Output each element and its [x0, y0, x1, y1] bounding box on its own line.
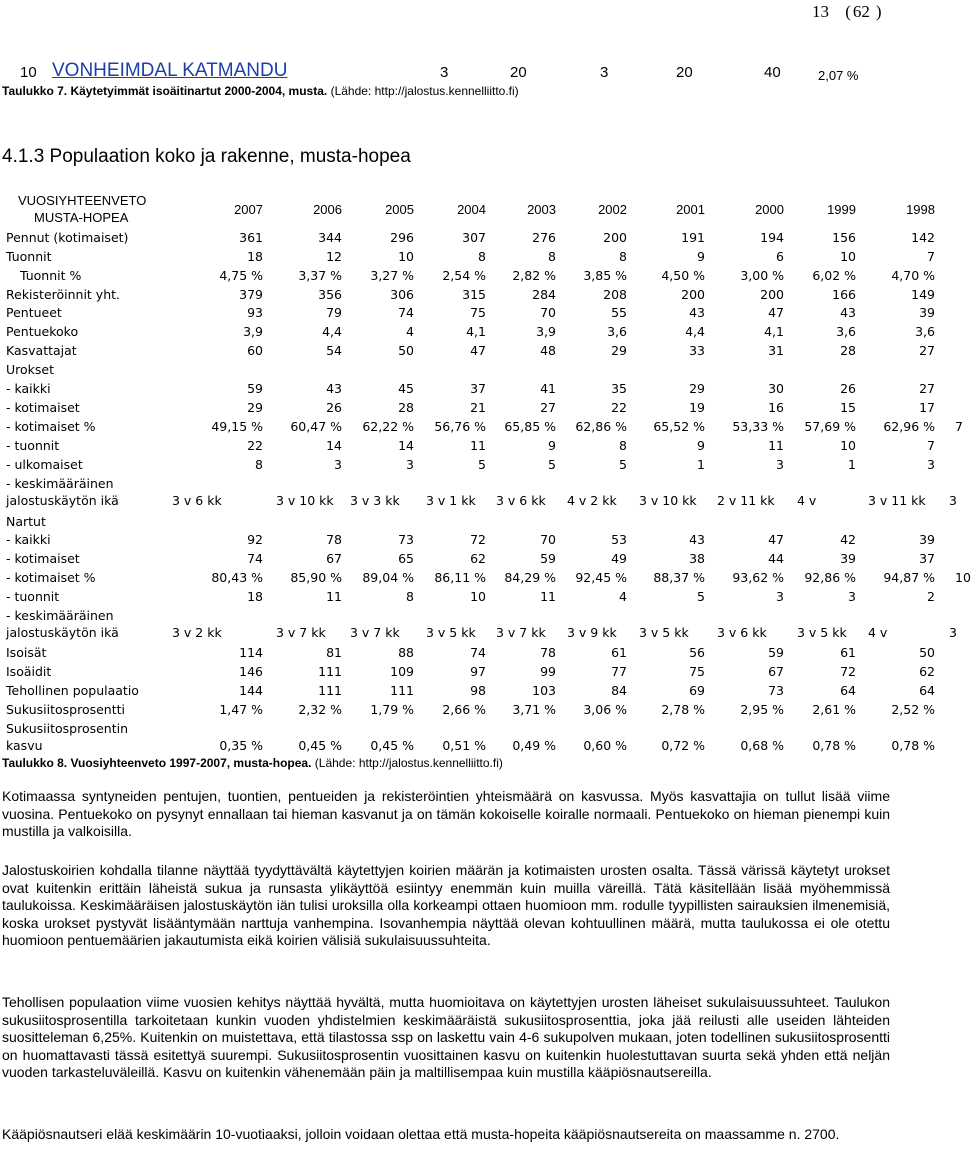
table-cell: 62 — [470, 551, 486, 566]
row-label: - tuonnit — [6, 438, 60, 453]
table-cell: 344 — [318, 230, 342, 245]
table-cell: 3 v 5 kk — [639, 625, 689, 640]
caption-bold: Taulukko 7. Käytetyimmät isoäitinartut 2000-2004, musta. — [2, 84, 328, 98]
table-cell: 37 — [919, 551, 935, 566]
table-cell: 4,4 — [322, 324, 342, 339]
table-cell: 3 v 5 kk — [797, 625, 847, 640]
table-cell: 41 — [540, 381, 556, 396]
paragraph: Jalostuskoirien kohdalla tilanne näyttää tyydyttävältä käytettyjen koirien määrän ja kotimaisten urosten osalta. Tässä värissä käytetyt urokset ovat kuitenkin erittäin läheistä sukua ja runsasta ylikäyttöä esiintyy enemmän kuin muilla väreillä. Tätä käsitellään lisää myöhemmissä taulukoissa. Keskimääräisen jalostuskäytön iän tulisi uroksilla olla korkeampi ottaen huomioon mm. rodulle tyypillisten sairauksien ilmenemisiä, koska urokset pystyvät lisääntymään narttuja vanhempina. Isovanhempia näyttää olevan kohtuullinen määrä, mutta taulukossa ei ole otettu huomioon pentuemäärien jakautumista eikä koirien välisiä sukulaisuussuhteita. — [2, 862, 890, 948]
table-cell: 3 v 7 kk — [276, 625, 326, 640]
paren-open: ( — [845, 2, 851, 21]
table-cell: 208 — [603, 287, 627, 302]
table-cell: 33 — [689, 343, 705, 358]
row-label: - kotimaiset % — [6, 570, 96, 585]
row-label: Isoisät — [6, 645, 47, 660]
table-cell: 200 — [681, 287, 705, 302]
table-cell: 85,90 % — [290, 570, 342, 585]
prev-table-value: 3 — [440, 64, 449, 81]
table-cell: 11 — [326, 589, 342, 604]
row-label: Tuonnit % — [20, 268, 82, 283]
table-cell: 77 — [611, 664, 627, 679]
table-cell: 97 — [470, 664, 486, 679]
table-cell: 3,6 — [915, 324, 935, 339]
table-cell: 11 — [768, 438, 784, 453]
table-cell: 61 — [840, 645, 856, 660]
row-label: Isoäidit — [6, 664, 52, 679]
table-cell: 37 — [470, 381, 486, 396]
table-cell: 43 — [689, 305, 705, 320]
paragraph: Tehollisen populaation viime vuosien kehitys näyttää hyvältä, mutta huomioitava on käytettyjen urosten läheiset sukulaisuussuhteet. Taulukon sukusiitosprosentilla tarkoitetaan kunkin vuoden yhdistelmien keskimääräistä sukusiitosprosenttia, joka jää reilusti alle useiden lähteiden suositteleman 6,25%. Kuitenkin on muistettava, että tilastossa ssp on laskettu vain 4-6 sukupolven mukaan, joten todellinen sukusiitosprosentti on huomattavasti tässä esitettyä suurempi. Sukusiitosprosentin vuosittainen kasvu on kuitenkin huolestuttavan suurta sekä yhden että neljän vuoden tarkasteluväleillä. Kasvu on kuitenkin vähenemään päin ja maltillisempaa kuin mustilla kääpiösnautsereilla. — [2, 994, 890, 1080]
year-header: 2004 — [457, 202, 486, 217]
caption-source: (Lähde: http://jalostus.kennelliitto.fi) — [327, 84, 519, 98]
row-label: - keskimääräinen — [6, 608, 114, 623]
table-cell: 306 — [390, 287, 414, 302]
table-cell: 59 — [247, 381, 263, 396]
table-cell: 2,66 % — [442, 702, 486, 717]
table-cell: 56 — [689, 645, 705, 660]
table-cell: 30 — [768, 381, 784, 396]
table-cell: 3,06 % — [583, 702, 627, 717]
table-cell: 93,62 % — [732, 570, 784, 585]
table-cell: 86,11 % — [434, 570, 486, 585]
table-cell: 69 — [689, 683, 705, 698]
table-cell: 61 — [611, 645, 627, 660]
table-cell: 5 — [548, 457, 556, 472]
table-cell: 43 — [840, 305, 856, 320]
table-cell: 72 — [470, 532, 486, 547]
table-cell: 7 — [927, 249, 935, 264]
table-cell: 9 — [548, 438, 556, 453]
table-cell: 65,85 % — [504, 419, 556, 434]
table-cell: 0,51 % — [442, 738, 486, 753]
table-cell: 31 — [768, 343, 784, 358]
table-cell: 84,29 % — [504, 570, 556, 585]
table-cell: 62,96 % — [883, 419, 935, 434]
table-cell: 166 — [832, 287, 856, 302]
table-cell: 14 — [326, 438, 342, 453]
table-cell: 65,52 % — [653, 419, 705, 434]
table-cell: 276 — [532, 230, 556, 245]
row-label: jalostuskäytön ikä — [6, 493, 119, 508]
row-label: Sukusiitosprosentti — [6, 702, 126, 717]
row-label: Urokset — [6, 362, 55, 377]
table-cell: 284 — [532, 287, 556, 302]
table-cell: 64 — [840, 683, 856, 698]
table-cell: 3 v 10 kk — [639, 493, 697, 508]
table-cell: 5 — [478, 457, 486, 472]
table-cell: 29 — [689, 381, 705, 396]
table-cell: 2,52 % — [891, 702, 935, 717]
table-cell: 379 — [239, 287, 263, 302]
table-cell: 39 — [919, 532, 935, 547]
table-cell: 3,71 % — [512, 702, 556, 717]
table-cell: 18 — [247, 249, 263, 264]
table-cell: 2,78 % — [661, 702, 705, 717]
table-cell: 8 — [406, 589, 414, 604]
table-cell: 2 v 11 kk — [717, 493, 775, 508]
row-label: jalostuskäytön ikä — [6, 625, 119, 640]
table-cell: 111 — [318, 683, 342, 698]
table-cell: 296 — [390, 230, 414, 245]
table-cell: 12 — [326, 249, 342, 264]
table-cell: 28 — [398, 400, 414, 415]
table-cell-clipped: 7 — [955, 419, 963, 434]
row-label: - ulkomaiset — [6, 457, 83, 472]
table-cell: 1 — [848, 457, 856, 472]
table-cell: 3,27 % — [370, 268, 414, 283]
table-cell: 0,49 % — [512, 738, 556, 753]
table-cell: 70 — [540, 305, 556, 320]
table-cell: 0,60 % — [583, 738, 627, 753]
year-header: 2003 — [527, 202, 556, 217]
table-cell: 22 — [611, 400, 627, 415]
table-cell: 2,82 % — [512, 268, 556, 283]
table-cell: 75 — [470, 305, 486, 320]
table-cell: 29 — [611, 343, 627, 358]
table-cell: 4 v — [868, 625, 888, 640]
table-cell: 3 v 1 kk — [426, 493, 476, 508]
table-cell: 70 — [540, 532, 556, 547]
table-cell: 55 — [611, 305, 627, 320]
table-cell: 3,9 — [536, 324, 556, 339]
table-cell: 3,6 — [607, 324, 627, 339]
table-cell: 54 — [326, 343, 342, 358]
table-cell: 5 — [697, 589, 705, 604]
table-cell: 74 — [247, 551, 263, 566]
table-cell: 73 — [398, 532, 414, 547]
table-cell: 4,1 — [764, 324, 784, 339]
table-cell: 67 — [768, 664, 784, 679]
table-cell: 47 — [768, 532, 784, 547]
table-cell: 15 — [840, 400, 856, 415]
table-cell: 3,6 — [836, 324, 856, 339]
table-cell: 7 — [927, 438, 935, 453]
table-cell: 4 — [406, 324, 414, 339]
table-cell: 2,54 % — [442, 268, 486, 283]
table-cell: 111 — [390, 683, 414, 698]
table-cell: 200 — [603, 230, 627, 245]
table-cell: 43 — [326, 381, 342, 396]
table-cell: 73 — [768, 683, 784, 698]
table-cell: 3 — [776, 457, 784, 472]
table-cell: 4,50 % — [661, 268, 705, 283]
table-cell: 10 — [398, 249, 414, 264]
table-cell: 3 v 11 kk — [868, 493, 926, 508]
table-cell: 56,76 % — [434, 419, 486, 434]
year-header: 2006 — [313, 202, 342, 217]
table-cell: 65 — [398, 551, 414, 566]
table-cell: 0,72 % — [661, 738, 705, 753]
table-cell: 88,37 % — [653, 570, 705, 585]
table-cell: 5 — [619, 457, 627, 472]
table-cell: 67 — [326, 551, 342, 566]
table-cell: 3 v 9 kk — [567, 625, 617, 640]
table-cell-clipped: 10 — [955, 570, 971, 585]
table-cell: 92,45 % — [575, 570, 627, 585]
row-label: - kotimaiset % — [6, 419, 96, 434]
table-cell: 1,79 % — [370, 702, 414, 717]
table-cell: 81 — [326, 645, 342, 660]
table-cell: 27 — [540, 400, 556, 415]
table-cell: 3 — [334, 457, 342, 472]
table-cell: 3 v 6 kk — [172, 493, 222, 508]
row-label: Nartut — [6, 514, 46, 529]
table-cell: 26 — [840, 381, 856, 396]
year-header: 1998 — [906, 202, 935, 217]
section-heading: 4.1.3 Populaation koko ja rakenne, musta-hopea — [2, 146, 411, 167]
table-cell-clipped: 3 — [949, 625, 957, 640]
table-cell: 75 — [689, 664, 705, 679]
row-label: - kotimaiset — [6, 400, 80, 415]
table-cell: 1,47 % — [219, 702, 263, 717]
table-cell: 2,95 % — [740, 702, 784, 717]
year-header: 2002 — [598, 202, 627, 217]
table-cell: 98 — [470, 683, 486, 698]
table-cell: 59 — [768, 645, 784, 660]
table-cell: 3 v 2 kk — [172, 625, 222, 640]
table-cell: 48 — [540, 343, 556, 358]
table-cell: 6 — [776, 249, 784, 264]
table-cell: 47 — [768, 305, 784, 320]
table-cell: 3,9 — [243, 324, 263, 339]
table-cell: 2,32 % — [298, 702, 342, 717]
table-cell: 44 — [768, 551, 784, 566]
table-cell: 62,86 % — [575, 419, 627, 434]
table-cell: 0,45 % — [370, 738, 414, 753]
table-cell: 3 v 10 kk — [276, 493, 334, 508]
table-cell: 74 — [470, 645, 486, 660]
row-label: - keskimääräinen — [6, 476, 114, 491]
table-cell: 78 — [326, 532, 342, 547]
table-7-caption — [2, 84, 519, 98]
table-cell: 79 — [326, 305, 342, 320]
row-label: - kaikki — [6, 532, 51, 547]
paren-close: ) — [875, 2, 882, 21]
table-cell: 42 — [840, 532, 856, 547]
table-cell: 43 — [689, 532, 705, 547]
table-cell: 89,04 % — [362, 570, 414, 585]
table-cell: 103 — [532, 683, 556, 698]
table-cell: 2 — [927, 589, 935, 604]
table-cell: 29 — [247, 400, 263, 415]
table-cell: 39 — [919, 305, 935, 320]
table-cell: 114 — [239, 645, 263, 660]
table-cell: 361 — [239, 230, 263, 245]
row-label: - kotimaiset — [6, 551, 80, 566]
table-header-label: MUSTA-HOPEA — [34, 210, 129, 225]
table-cell: 84 — [611, 683, 627, 698]
row-label: kasvu — [6, 738, 43, 753]
table-cell: 88 — [398, 645, 414, 660]
table-cell: 8 — [548, 249, 556, 264]
table-cell: 0,68 % — [740, 738, 784, 753]
paragraph: Kotimaassa syntyneiden pentujen, tuontien, pentueiden ja rekisteröintien yhteismäärä on kasvussa. Myös kasvattajia on tullut lisää viime vuosina. Pentuekoko on pysynyt ennallaan tai hieman kasvanut ja on tämän kokoiselle koiralle normaali. Pentuekoko on hieman pienempi kuin mustilla ja valkoisilla. — [2, 788, 890, 839]
table-cell: 11 — [540, 589, 556, 604]
table-cell: 78 — [540, 645, 556, 660]
table-cell: 3,00 % — [740, 268, 784, 283]
table-cell: 3 — [776, 589, 784, 604]
caption-source: (Lähde: http://jalostus.kennelliitto.fi) — [311, 756, 503, 770]
table-cell: 49,15 % — [211, 419, 263, 434]
row-label: Rekisteröinnit yht. — [6, 287, 121, 302]
table-cell: 45 — [398, 381, 414, 396]
table-cell: 0,78 % — [891, 738, 935, 753]
table-cell: 10 — [470, 589, 486, 604]
table-cell: 72 — [840, 664, 856, 679]
year-header: 2001 — [676, 202, 705, 217]
table-cell: 9 — [697, 438, 705, 453]
table-cell: 3 v 6 kk — [496, 493, 546, 508]
table-cell: 3,37 % — [298, 268, 342, 283]
table-cell: 57,69 % — [804, 419, 856, 434]
table-cell: 4 — [619, 589, 627, 604]
table-cell: 47 — [470, 343, 486, 358]
table-cell: 10 — [840, 249, 856, 264]
table-cell: 8 — [478, 249, 486, 264]
table-cell: 3 — [406, 457, 414, 472]
table-cell: 4 v 2 kk — [567, 493, 617, 508]
prev-table-value: 20 — [676, 64, 693, 81]
row-label: Tuonnit — [6, 249, 52, 264]
table-cell: 3 v 5 kk — [426, 625, 476, 640]
row-label: Pennut (kotimaiset) — [6, 230, 129, 245]
year-header: 2007 — [234, 202, 263, 217]
table-cell: 94,87 % — [883, 570, 935, 585]
table-cell: 93 — [247, 305, 263, 320]
prev-table-dog-name[interactable] — [52, 60, 287, 82]
table-cell: 307 — [462, 230, 486, 245]
table-cell: 194 — [760, 230, 784, 245]
row-label: - tuonnit — [6, 589, 60, 604]
table-cell: 10 — [840, 438, 856, 453]
prev-table-rank: 10 — [20, 64, 37, 81]
prev-table-value: 2,07 % — [818, 68, 859, 83]
table-cell: 4 v — [797, 493, 817, 508]
table-cell: 59 — [540, 551, 556, 566]
table-cell: 92,86 % — [804, 570, 856, 585]
table-cell: 2,61 % — [812, 702, 856, 717]
table-cell: 28 — [840, 343, 856, 358]
table-cell: 8 — [619, 249, 627, 264]
page-number — [812, 2, 882, 22]
table-cell: 27 — [919, 343, 935, 358]
table-cell: 356 — [318, 287, 342, 302]
table-cell: 99 — [540, 664, 556, 679]
table-cell: 3 v 7 kk — [496, 625, 546, 640]
table-cell: 144 — [239, 683, 263, 698]
table-cell: 22 — [247, 438, 263, 453]
table-cell: 3 v 3 kk — [350, 493, 400, 508]
table-cell: 3,85 % — [583, 268, 627, 283]
table-cell: 0,78 % — [812, 738, 856, 753]
table-cell: 18 — [247, 589, 263, 604]
dog-name-link[interactable]: VONHEIMDAL KATMANDU — [52, 60, 288, 81]
table-cell: 19 — [689, 400, 705, 415]
table-cell: 8 — [619, 438, 627, 453]
table-cell: 92 — [247, 532, 263, 547]
prev-table-value: 40 — [764, 64, 781, 81]
table-cell: 0,45 % — [298, 738, 342, 753]
table-cell: 4,75 % — [219, 268, 263, 283]
table-cell: 17 — [919, 400, 935, 415]
table-cell: 9 — [697, 249, 705, 264]
paragraph: Kääpiösnautseri elää keskimäärin 10-vuotiaaksi, jolloin voidaan olettaa että musta-hopeita kääpiösnautsereita on maassamme n. 2700. — [2, 1126, 840, 1142]
table-cell: 111 — [318, 664, 342, 679]
year-header: 2000 — [755, 202, 784, 217]
table-cell: 38 — [689, 551, 705, 566]
row-label: Pentueet — [6, 305, 62, 320]
caption-bold: Taulukko 8. Vuosiyhteenveto 1997-2007, musta-hopea. — [2, 756, 312, 770]
table-cell: 142 — [911, 230, 935, 245]
table-cell: 26 — [326, 400, 342, 415]
table-cell: 49 — [611, 551, 627, 566]
table-cell: 0,35 % — [219, 738, 263, 753]
table-cell: 39 — [840, 551, 856, 566]
page-number-total: 62 — [852, 2, 870, 21]
table-cell: 109 — [390, 664, 414, 679]
table-cell: 14 — [398, 438, 414, 453]
table-cell: 146 — [239, 664, 263, 679]
row-label: Kasvattajat — [6, 343, 77, 358]
table-cell: 21 — [470, 400, 486, 415]
prev-table-value: 20 — [510, 64, 527, 81]
row-label: Sukusiitosprosentin — [6, 721, 129, 736]
table-cell: 4,4 — [685, 324, 705, 339]
table-cell: 16 — [768, 400, 784, 415]
table-cell: 53 — [611, 532, 627, 547]
table-cell: 80,43 % — [211, 570, 263, 585]
table-cell: 156 — [832, 230, 856, 245]
table-cell: 64 — [919, 683, 935, 698]
table-cell: 315 — [462, 287, 486, 302]
table-cell: 62,22 % — [362, 419, 414, 434]
table-cell: 50 — [398, 343, 414, 358]
table-cell: 4,70 % — [891, 268, 935, 283]
table-cell-clipped: 3 — [949, 493, 957, 508]
table-cell: 53,33 % — [732, 419, 784, 434]
table-cell: 191 — [681, 230, 705, 245]
table-cell: 35 — [611, 381, 627, 396]
table-cell: 11 — [470, 438, 486, 453]
row-label: Tehollinen populaatio — [6, 683, 139, 698]
table-cell: 60,47 % — [290, 419, 342, 434]
prev-table-value: 3 — [600, 64, 609, 81]
table-cell: 200 — [760, 287, 784, 302]
table-cell: 50 — [919, 645, 935, 660]
table-header-label: VUOSIYHTEENVETO — [18, 193, 147, 208]
table-cell: 60 — [247, 343, 263, 358]
page-number-current: 13 — [812, 2, 829, 21]
table-cell: 74 — [398, 305, 414, 320]
row-label: Pentuekoko — [6, 324, 79, 339]
table-cell: 27 — [919, 381, 935, 396]
table-8-caption — [2, 756, 503, 770]
table-cell: 62 — [919, 664, 935, 679]
table-cell: 1 — [697, 457, 705, 472]
table-cell: 4,1 — [466, 324, 486, 339]
year-header: 2005 — [385, 202, 414, 217]
table-cell: 6,02 % — [812, 268, 856, 283]
table-cell: 3 v 6 kk — [717, 625, 767, 640]
table-cell: 3 v 7 kk — [350, 625, 400, 640]
table-cell: 3 — [927, 457, 935, 472]
table-cell: 3 — [848, 589, 856, 604]
row-label: - kaikki — [6, 381, 51, 396]
table-cell: 8 — [255, 457, 263, 472]
table-cell: 149 — [911, 287, 935, 302]
year-header: 1999 — [827, 202, 856, 217]
